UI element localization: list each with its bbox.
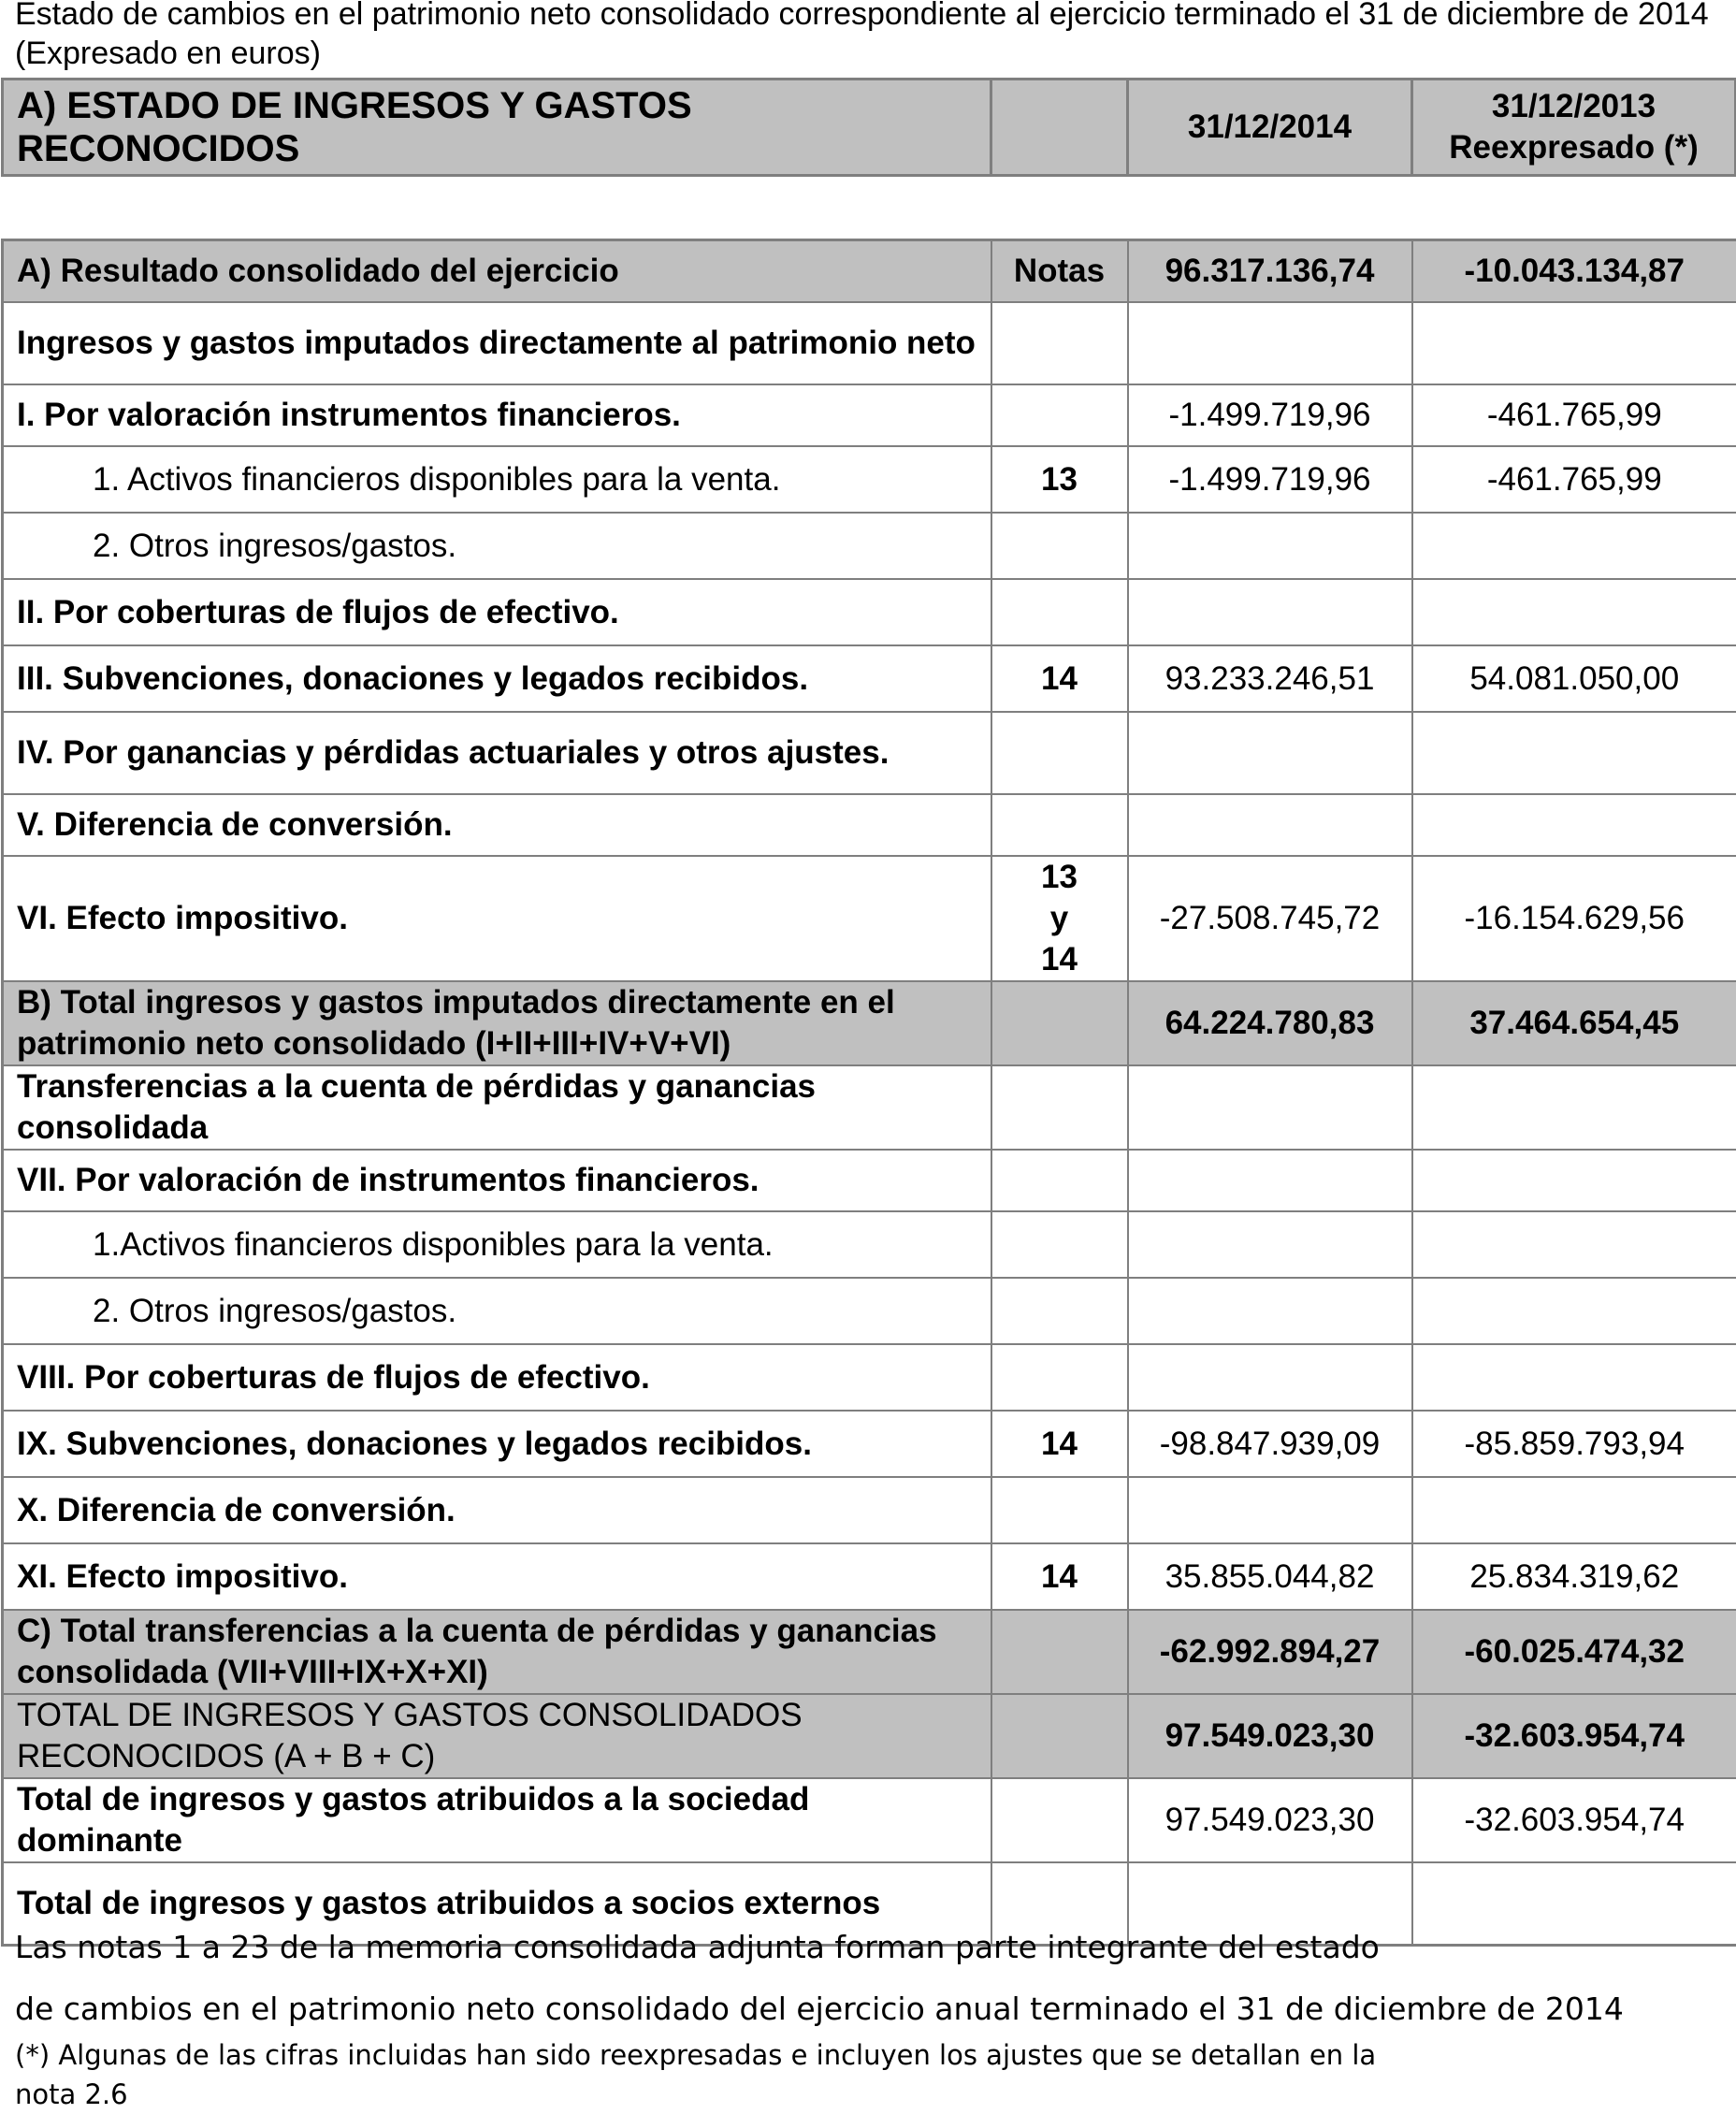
row-notes bbox=[991, 1610, 1128, 1694]
row-notes: 14 bbox=[991, 1411, 1128, 1477]
row-notes bbox=[991, 1211, 1128, 1278]
column-2013-date: 31/12/2013 bbox=[1491, 88, 1656, 124]
row-value-2013: 54.081.050,00 bbox=[1412, 645, 1736, 712]
row-value-2013 bbox=[1412, 1477, 1736, 1543]
table-row bbox=[3, 1778, 1736, 1862]
row-value-2013: -461.765,99 bbox=[1412, 446, 1736, 513]
header-notes-cell bbox=[991, 80, 1128, 176]
table-row bbox=[3, 1543, 1736, 1610]
row-notes: Notas bbox=[991, 240, 1128, 303]
row-label: Total de ingresos y gastos atribuidos a la sociedad dominante bbox=[3, 1778, 991, 1862]
row-value-2013: -10.043.134,87 bbox=[1412, 240, 1736, 303]
row-value-2013: -32.603.954,74 bbox=[1412, 1778, 1736, 1862]
row-notes bbox=[991, 1278, 1128, 1344]
header-table bbox=[1, 78, 1736, 177]
table-row bbox=[3, 579, 1736, 645]
row-notes: 13 y 14 bbox=[991, 856, 1128, 981]
restated-footnote: (*) Algunas de las cifras incluidas han sido reexpresadas e incluyen los ajustes que se detallan en la nota 2.6 bbox=[15, 2039, 1377, 2110]
row-notes bbox=[991, 513, 1128, 579]
row-value-2014 bbox=[1128, 1278, 1412, 1344]
row-value-2013 bbox=[1412, 513, 1736, 579]
row-value-2014 bbox=[1128, 1065, 1412, 1150]
table-row bbox=[3, 302, 1736, 384]
row-value-2013 bbox=[1412, 1211, 1736, 1278]
row-label: TOTAL DE INGRESOS Y GASTOS CONSOLIDADOS RECONOCIDOS (A + B + C) bbox=[3, 1694, 991, 1778]
table-row bbox=[3, 513, 1736, 579]
row-notes bbox=[991, 302, 1128, 384]
row-value-2014: 96.317.136,74 bbox=[1128, 240, 1412, 303]
row-label: B) Total ingresos y gastos imputados directamente en el patrimonio neto consolidado (I+II+III+IV+V+VI) bbox=[3, 981, 991, 1065]
table-row bbox=[3, 712, 1736, 794]
row-label: 2. Otros ingresos/gastos. bbox=[3, 1278, 991, 1344]
row-value-2013 bbox=[1412, 712, 1736, 794]
row-notes bbox=[991, 1778, 1128, 1862]
row-value-2014 bbox=[1128, 1344, 1412, 1411]
row-label: II. Por coberturas de flujos de efectivo. bbox=[3, 579, 991, 645]
table-row bbox=[3, 384, 1736, 446]
table-row bbox=[3, 794, 1736, 856]
row-label: C) Total transferencias a la cuenta de pérdidas y ganancias consolidada (VII+VIII+IX+X+XI) bbox=[3, 1610, 991, 1694]
row-value-2013: 25.834.319,62 bbox=[1412, 1543, 1736, 1610]
row-value-2014: -27.508.745,72 bbox=[1128, 856, 1412, 981]
row-label: Transferencias a la cuenta de pérdidas y ganancias consolidada bbox=[3, 1065, 991, 1150]
table-row bbox=[3, 645, 1736, 712]
row-value-2014: -98.847.939,09 bbox=[1128, 1411, 1412, 1477]
table-row bbox=[3, 240, 1736, 303]
row-notes bbox=[991, 981, 1128, 1065]
row-label: I. Por valoración instrumentos financieros. bbox=[3, 384, 991, 446]
document-title: Estado de cambios en el patrimonio neto consolidado correspondiente al ejercicio terminado el 31 de diciembre de 2014 (Expresado en euros) bbox=[15, 0, 1709, 71]
row-value-2013 bbox=[1412, 1150, 1736, 1211]
notes-line-2: de cambios en el patrimonio neto consolidado del ejercicio anual terminado el 31 de diciembre de 2014 bbox=[15, 1991, 1624, 2027]
table-row bbox=[3, 856, 1736, 981]
row-label: 1. Activos financieros disponibles para la venta. bbox=[3, 446, 991, 513]
table-row bbox=[3, 1610, 1736, 1694]
row-value-2013: -60.025.474,32 bbox=[1412, 1610, 1736, 1694]
row-value-2014: -1.499.719,96 bbox=[1128, 446, 1412, 513]
row-label: 1.Activos financieros disponibles para la venta. bbox=[3, 1211, 991, 1278]
column-2013 bbox=[1412, 80, 1736, 176]
row-notes bbox=[991, 1150, 1128, 1211]
row-value-2013 bbox=[1412, 1344, 1736, 1411]
table-row bbox=[3, 1065, 1736, 1150]
row-value-2014 bbox=[1128, 302, 1412, 384]
row-value-2014 bbox=[1128, 794, 1412, 856]
row-value-2014 bbox=[1128, 513, 1412, 579]
row-label: Ingresos y gastos imputados directamente al patrimonio neto bbox=[3, 302, 991, 384]
table-row bbox=[3, 1278, 1736, 1344]
row-notes bbox=[991, 712, 1128, 794]
row-value-2013 bbox=[1412, 579, 1736, 645]
row-notes: 14 bbox=[991, 645, 1128, 712]
row-value-2014: 35.855.044,82 bbox=[1128, 1543, 1412, 1610]
column-2013-restated: Reexpresado (*) bbox=[1449, 129, 1699, 166]
row-notes bbox=[991, 1344, 1128, 1411]
row-value-2013: -16.154.629,56 bbox=[1412, 856, 1736, 981]
row-value-2013: -32.603.954,74 bbox=[1412, 1694, 1736, 1778]
row-value-2014: 93.233.246,51 bbox=[1128, 645, 1412, 712]
row-notes: 13 bbox=[991, 446, 1128, 513]
table-row bbox=[3, 446, 1736, 513]
column-2014: 31/12/2014 bbox=[1128, 80, 1412, 176]
row-value-2013 bbox=[1412, 1278, 1736, 1344]
row-label: VIII. Por coberturas de flujos de efectivo. bbox=[3, 1344, 991, 1411]
row-value-2014: 97.549.023,30 bbox=[1128, 1694, 1412, 1778]
notes-line-1: Las notas 1 a 23 de la memoria consolidada adjunta forman parte integrante del estado bbox=[15, 1929, 1380, 1965]
section-label: A) ESTADO DE INGRESOS Y GASTOS RECONOCIDOS bbox=[3, 80, 991, 176]
statement-table bbox=[1, 239, 1736, 1947]
table-row bbox=[3, 1694, 1736, 1778]
row-label: VII. Por valoración de instrumentos financieros. bbox=[3, 1150, 991, 1211]
table-row bbox=[3, 1150, 1736, 1211]
header-row bbox=[3, 80, 1736, 176]
row-value-2014: 64.224.780,83 bbox=[1128, 981, 1412, 1065]
row-label: XI. Efecto impositivo. bbox=[3, 1543, 991, 1610]
table-row bbox=[3, 1477, 1736, 1543]
row-label: 2. Otros ingresos/gastos. bbox=[3, 513, 991, 579]
row-notes: 14 bbox=[991, 1543, 1128, 1610]
row-label: III. Subvenciones, donaciones y legados recibidos. bbox=[3, 645, 991, 712]
row-notes bbox=[991, 1477, 1128, 1543]
row-label: V. Diferencia de conversión. bbox=[3, 794, 991, 856]
row-value-2013 bbox=[1412, 302, 1736, 384]
row-value-2013 bbox=[1412, 1065, 1736, 1150]
row-value-2014: 97.549.023,30 bbox=[1128, 1778, 1412, 1862]
row-label: Total de ingresos y gastos atribuidos a socios externos bbox=[3, 1862, 991, 1946]
row-notes bbox=[991, 794, 1128, 856]
row-value-2013: 37.464.654,45 bbox=[1412, 981, 1736, 1065]
row-value-2013 bbox=[1412, 794, 1736, 856]
row-label: X. Diferencia de conversión. bbox=[3, 1477, 991, 1543]
row-label: VI. Efecto impositivo. bbox=[3, 856, 991, 981]
row-notes bbox=[991, 1065, 1128, 1150]
row-value-2014 bbox=[1128, 1477, 1412, 1543]
row-label: A) Resultado consolidado del ejercicio bbox=[3, 240, 991, 303]
table-row bbox=[3, 1411, 1736, 1477]
row-value-2013: -85.859.793,94 bbox=[1412, 1411, 1736, 1477]
row-notes bbox=[991, 1694, 1128, 1778]
row-value-2013 bbox=[1412, 1862, 1736, 1946]
table-row bbox=[3, 1211, 1736, 1278]
table-row bbox=[3, 981, 1736, 1065]
row-value-2014 bbox=[1128, 579, 1412, 645]
row-label: IV. Por ganancias y pérdidas actuariales y otros ajustes. bbox=[3, 712, 991, 794]
row-value-2014 bbox=[1128, 712, 1412, 794]
row-value-2014: -1.499.719,96 bbox=[1128, 384, 1412, 446]
row-value-2014 bbox=[1128, 1211, 1412, 1278]
row-value-2013: -461.765,99 bbox=[1412, 384, 1736, 446]
row-value-2014: -62.992.894,27 bbox=[1128, 1610, 1412, 1694]
row-notes bbox=[991, 579, 1128, 645]
row-value-2014 bbox=[1128, 1150, 1412, 1211]
row-notes bbox=[991, 384, 1128, 446]
row-label: IX. Subvenciones, donaciones y legados recibidos. bbox=[3, 1411, 991, 1477]
table-row bbox=[3, 1344, 1736, 1411]
